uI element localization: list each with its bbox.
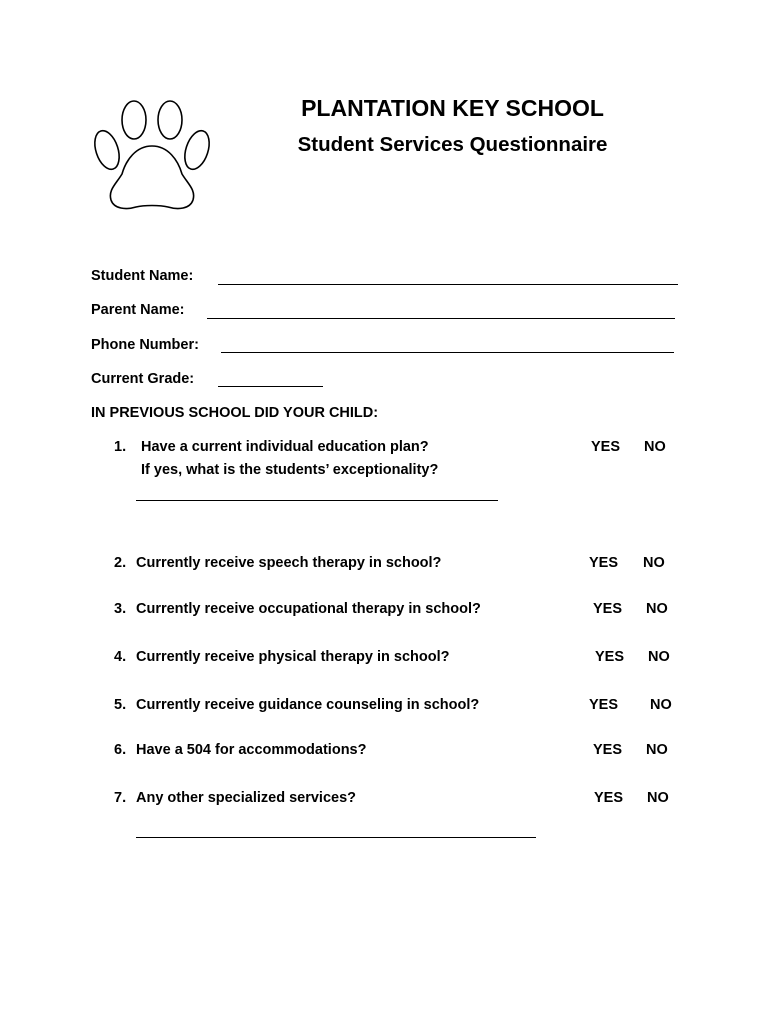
student-name-label: Student Name: (91, 268, 194, 284)
phone-number-field[interactable] (221, 352, 674, 353)
question-text: Currently receive occupational therapy in school? (136, 601, 481, 617)
paw-toe-1 (122, 101, 146, 139)
question-number: 4. (114, 649, 127, 665)
form-title: Student Services Questionnaire (297, 133, 608, 156)
school-name: PLANTATION KEY SCHOOL (301, 95, 604, 121)
no-option[interactable]: NO (650, 697, 672, 713)
question-followup: If yes, what is the students’ exceptionality? (141, 462, 439, 478)
no-option[interactable]: NO (648, 649, 670, 665)
parent-name-field[interactable] (207, 318, 675, 319)
no-option[interactable]: NO (646, 742, 668, 758)
section-heading: IN PREVIOUS SCHOOL DID YOUR CHILD: (91, 405, 379, 421)
no-option[interactable]: NO (646, 601, 668, 617)
yes-option[interactable]: YES (593, 742, 623, 758)
question-number: 3. (114, 601, 127, 617)
question-text: Currently receive physical therapy in school? (136, 649, 450, 665)
student-name-field[interactable] (218, 284, 678, 285)
question-number: 2. (114, 555, 127, 571)
paw-toe-3 (90, 128, 123, 173)
question-text: Have a 504 for accommodations? (136, 742, 367, 758)
question-text: Currently receive guidance counseling in school? (136, 697, 480, 713)
question-number: 1. (114, 439, 127, 455)
no-option[interactable]: NO (647, 790, 669, 806)
paw-toe-2 (158, 101, 182, 139)
exceptionality-answer-field[interactable] (136, 500, 498, 501)
yes-option[interactable]: YES (593, 601, 623, 617)
parent-name-label: Parent Name: (91, 302, 185, 318)
phone-number-label: Phone Number: (91, 337, 199, 353)
other-services-answer-field[interactable] (136, 837, 536, 838)
no-option[interactable]: NO (643, 555, 665, 571)
yes-option[interactable]: YES (589, 555, 619, 571)
paw-pad (110, 146, 193, 209)
current-grade-field[interactable] (218, 386, 323, 387)
yes-option[interactable]: YES (595, 649, 625, 665)
paw-toe-4 (180, 128, 213, 173)
question-text: Currently receive speech therapy in school? (136, 555, 442, 571)
no-option[interactable]: NO (644, 439, 666, 455)
question-text: Any other specialized services? (136, 790, 357, 806)
current-grade-label: Current Grade: (91, 371, 195, 387)
question-number: 6. (114, 742, 127, 758)
yes-option[interactable]: YES (591, 439, 621, 455)
question-text: Have a current individual education plan? (141, 439, 429, 455)
yes-option[interactable]: YES (589, 697, 619, 713)
paw-print-icon (86, 92, 218, 214)
question-number: 5. (114, 697, 127, 713)
question-number: 7. (114, 790, 127, 806)
yes-option[interactable]: YES (594, 790, 624, 806)
